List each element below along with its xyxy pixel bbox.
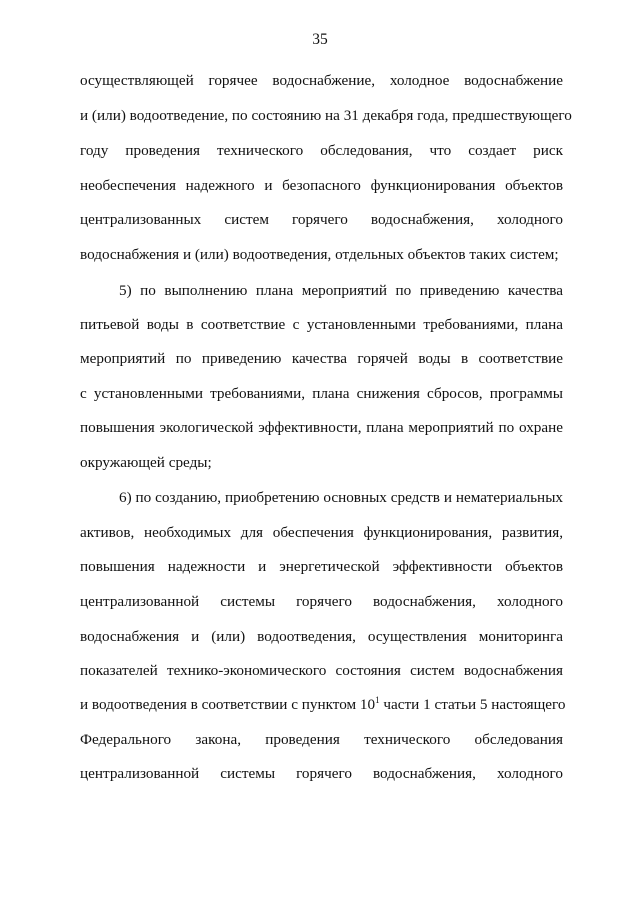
text-line: водоснабжения и (или) водоотведения, отдельных объектов таких систем; xyxy=(80,246,559,263)
text-line: повышения надежности и энергетической эффективности объектов xyxy=(80,558,563,575)
text-segment: и водоотведения в соответствии с пунктом 10 xyxy=(80,696,376,713)
text-line: с установленными требованиями, плана снижения сбросов, программы xyxy=(80,385,563,402)
list-item-5: 5) по выполнению плана мероприятий по приведению качества xyxy=(119,282,563,299)
text-line: необеспечения надежного и безопасного функционирования объектов xyxy=(80,177,563,194)
text-line: мероприятий по приведению качества горячей воды в соответствие xyxy=(80,350,563,367)
page-number: 35 xyxy=(312,31,328,48)
text-line: централизованной системы горячего водоснабжения, холодного xyxy=(80,765,563,782)
text-line: централизованной системы горячего водоснабжения, холодного xyxy=(80,593,563,610)
text-line: и (или) водоотведение, по состоянию на 31 декабря года, предшествующего xyxy=(80,107,572,124)
text-line: централизованных систем горячего водоснабжения, холодного xyxy=(80,211,563,228)
text-line: активов, необходимых для обеспечения функционирования, развития, xyxy=(80,524,563,541)
text-line: повышения экологической эффективности, плана мероприятий по охране xyxy=(80,419,563,436)
text-line: показателей технико-экономического состояния систем водоснабжения xyxy=(80,662,563,679)
list-item-6: 6) по созданию, приобретению основных средств и нематериальных xyxy=(119,489,563,506)
text-line: осуществляющей горячее водоснабжение, холодное водоснабжение xyxy=(80,72,563,89)
text-line: водоснабжения и (или) водоотведения, осуществления мониторинга xyxy=(80,628,563,645)
text-line xyxy=(80,695,566,715)
text-segment: части 1 статьи 5 настоящего xyxy=(379,696,566,713)
text-line: году проведения технического обследования, что создает риск xyxy=(80,142,563,159)
text-line: окружающей среды; xyxy=(80,454,212,471)
text-line: питьевой воды в соответствие с установленными требованиями, плана xyxy=(80,316,563,333)
superscript: 1 xyxy=(375,695,380,705)
text-line: Федерального закона, проведения технического обследования xyxy=(80,731,563,748)
